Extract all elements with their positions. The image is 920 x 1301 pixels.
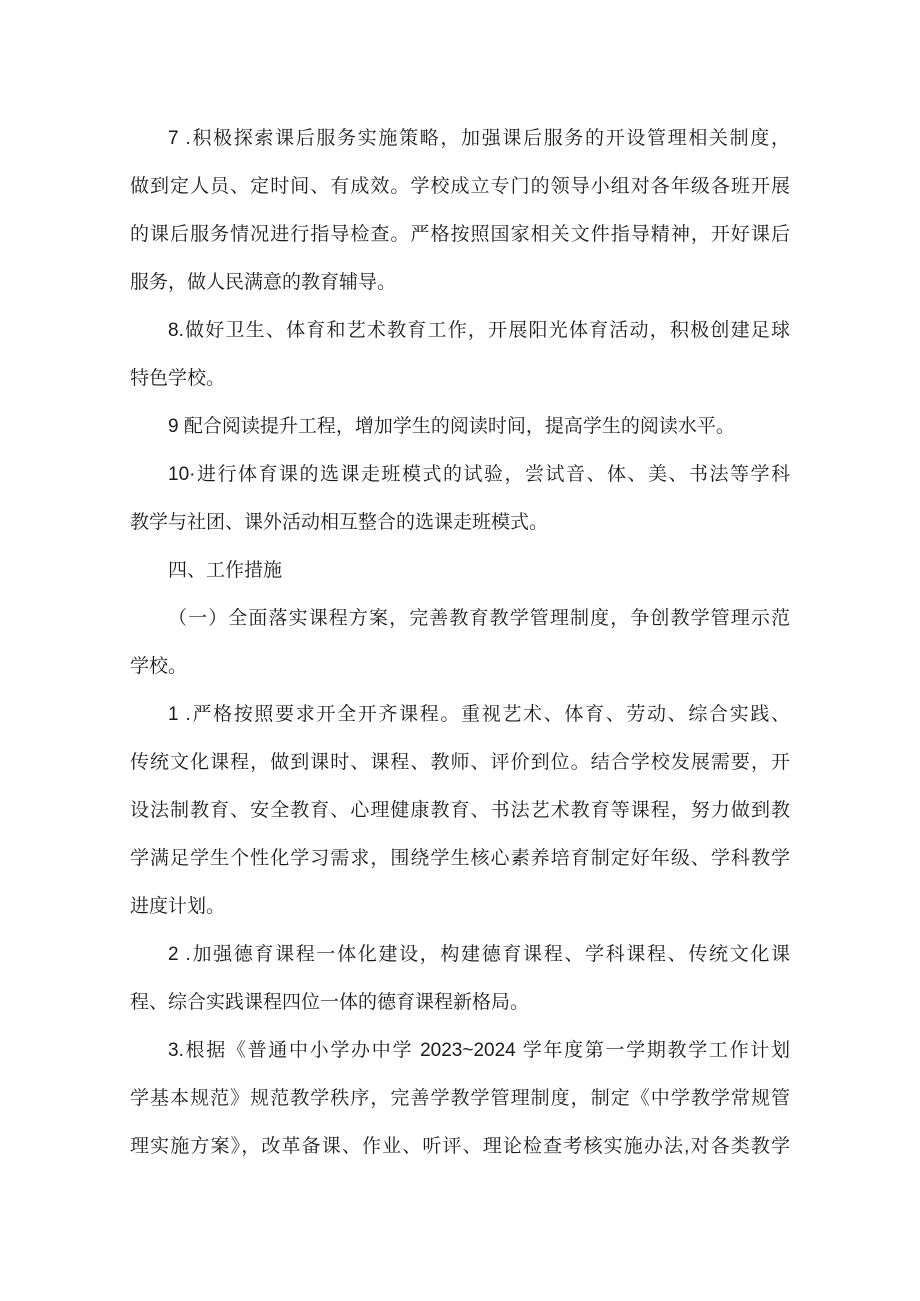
text-line: 进度计划。 [130, 896, 226, 917]
text-line: 1 .严格按照要求开全开齐课程。重视艺术、体育、劳动、综合实践、 [168, 704, 790, 725]
text-line: 10·进行体育课的选课走班模式的试验，尝试音、体、美、书法等学科 [168, 464, 790, 485]
text-line: 程、综合实践课程四位一体的德育课程新格局。 [130, 992, 530, 1013]
text-line: 学满足学生个性化学习需求，围绕学生核心素养培育制定好年级、学科教学 [130, 848, 790, 869]
text-line: 学基本规范》规范教学秩序，完善学教学管理制度，制定《中学教学常规管 [130, 1088, 790, 1109]
document-text-block [130, 115, 790, 1171]
text-line: 四、工作措施 [168, 560, 283, 581]
text-line: 2 .加强德育课程一体化建设，构建德育课程、学科课程、传统文化课 [168, 944, 790, 965]
text-line: 做到定人员、定时间、有成效。学校成立专门的领导小组对各年级各班开展 [130, 176, 790, 197]
text-line: 教学与社团、课外活动相互整合的选课走班模式。 [130, 512, 549, 533]
text-line: 理实施方案》，改革备课、作业、听评、理论检查考核实施办法,对各类教学 [130, 1136, 790, 1157]
text-line: 7 .积极探索课后服务实施策略，加强课后服务的开设管理相关制度， [168, 128, 790, 149]
text-line: 特色学校。 [130, 368, 226, 389]
text-line: 服务，做人民满意的教育辅导。 [130, 272, 397, 293]
text-line: 设法制教育、安全教育、心理健康教育、书法艺术教育等课程，努力做到教 [130, 800, 790, 821]
text-line: 学校。 [130, 656, 188, 677]
text-line: 9 配合阅读提升工程，增加学生的阅读时间，提高学生的阅读水平。 [168, 416, 735, 437]
text-line: 3.根据《普通中小学办中学 2023~2024 学年度第一学期教学工作计划 [168, 1040, 790, 1061]
text-line: （一）全面落实课程方案，完善教育教学管理制度，争创教学管理示范 [168, 608, 790, 629]
text-line: 8.做好卫生、体育和艺术教育工作，开展阳光体育活动，积极创建足球 [168, 320, 790, 341]
text-line: 的课后服务情况进行指导检查。严格按照国家相关文件指导精神，开好课后 [130, 224, 790, 245]
text-line: 传统文化课程，做到课时、课程、教师、评价到位。结合学校发展需要，开 [130, 752, 790, 773]
